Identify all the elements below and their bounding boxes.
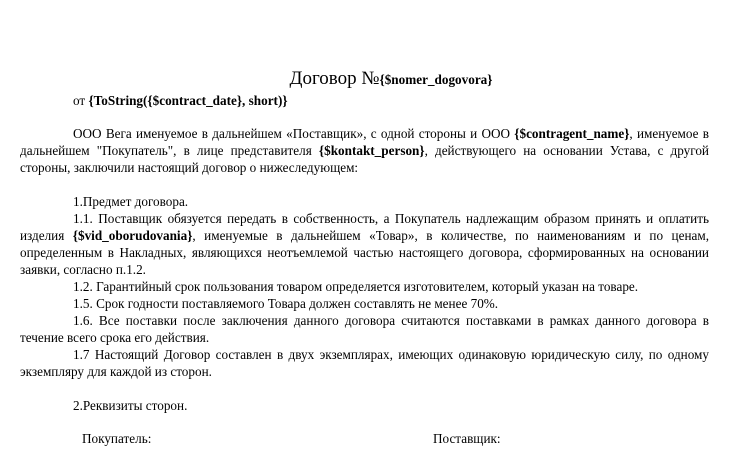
contract-date-line: [73, 93, 288, 109]
equipment-type-variable: {$vid_oborudovania}: [72, 228, 193, 243]
intro-paragraph: [20, 125, 709, 176]
buyer-signature-label: Покупатель:: [82, 431, 152, 446]
intro-text-3: , действующего на основании Устава, с другой стороны, заключили настоящий договор о нижеследующем:: [20, 143, 709, 175]
contract-date-variable: {ToString({$contract_date}, short)}: [88, 93, 288, 108]
section2-heading: 2.Реквизиты сторон.: [73, 398, 188, 413]
contragent-name-variable: {$contragent_name}: [514, 126, 630, 141]
clause-1-1-text-a: 1.1. Поставщик обязуется передать в собственность, а Покупатель надлежащим образом принять и оплатить изделия: [20, 211, 709, 243]
supplier-signature-label: Поставщик:: [433, 431, 501, 446]
clause-1-1-text-b: , именуемые в дальнейшем «Товар», в количестве, по наименованиям и по ценам, определенным в Накладных, являющихся неотъемлемой частью настоящего договора, сформированных на основании заявки, согласно п.1.2.: [20, 228, 710, 277]
contract-title-text: Договор №: [289, 68, 380, 89]
intro-text-2: , именуемое в дальнейшем "Покупатель", в лице представителя: [20, 126, 709, 158]
clause-1-1: [20, 210, 709, 278]
contract-number-variable: {$nomer_dogovora}: [379, 72, 493, 87]
contact-person-variable: {$kontakt_person}: [318, 143, 425, 158]
clause-1-5: 1.5. Срок годности поставляемого Товара должен составлять не менее 70%.: [73, 296, 499, 311]
contract-title: [0, 68, 731, 91]
intro-text-1: ООО Вега именуемое в дальнейшем «Поставщик», с одной стороны и ООО: [73, 126, 515, 141]
clause-1-6: 1.6. Все поставки после заключения данного договора считаются поставками в рамках данного договора в течение всего срока его действия.: [20, 313, 709, 345]
section1-heading: 1.Предмет договора.: [73, 194, 189, 209]
contract-date-prefix: от: [73, 93, 89, 108]
clause-1-7: 1.7 Настоящий Договор составлен в двух экземплярах, имеющих одинаковую юридическую силу, по одному экземпляру для каждой из сторон.: [20, 347, 709, 379]
clause-1-2: 1.2. Гарантийный срок пользования товаром определяется изготовителем, который указан на товаре.: [73, 279, 639, 294]
